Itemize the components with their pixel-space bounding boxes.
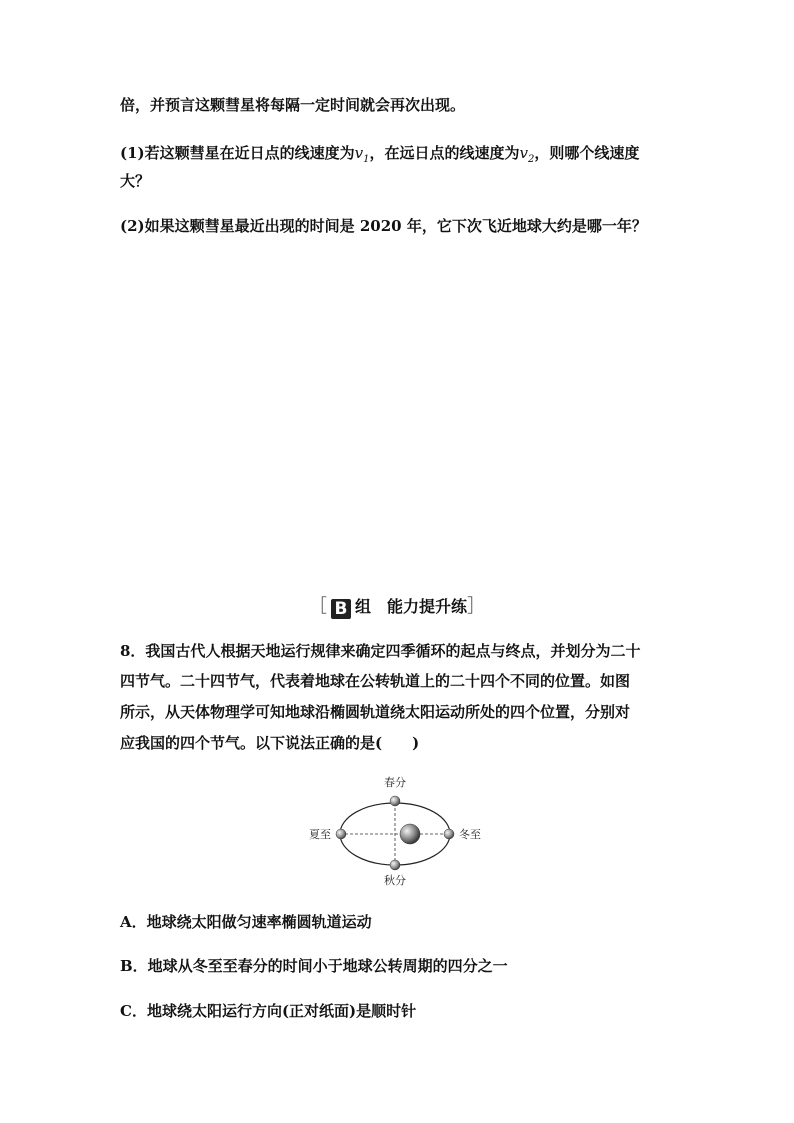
option-a: A．地球绕太阳做匀速率椭圆轨道运动 [120, 913, 372, 931]
problem-8-line-2: 四节气。二十四节气，代表着地球在公转轨道上的二十四个不同的位置。如图 [120, 672, 631, 690]
option-c: C．地球绕太阳运行方向(正对纸面)是顺时针 [120, 1002, 417, 1020]
question-1-part-3: ，则哪个线速度 [534, 144, 640, 162]
intro-line: 倍，并预言这颗彗星将每隔一定时间就会再次出现。 [120, 96, 466, 114]
label-autumn-equinox: 秋分 [384, 874, 406, 887]
section-close-bracket: ］ [467, 596, 485, 617]
option-b: B．地球从冬至至春分的时间小于地球公转周期的四分之一 [120, 957, 508, 975]
velocity-v1: $v_1$ [354, 144, 370, 165]
question-1-part-1: (1)若这颗彗星在近日点的线速度为 [120, 144, 355, 162]
problem-8-line-1: 8．我国古代人根据天地运行规律来确定四季循环的起点与终点，并划分为二十 [120, 642, 641, 660]
section-open-bracket: ［ [308, 596, 327, 617]
question-2: (2)如果这颗彗星最近出现的时间是 2020 年，它下次飞近地球大约是哪一年？ [120, 217, 647, 235]
label-summer-solstice: 夏至 [309, 828, 331, 841]
earth-autumn-equinox-icon [390, 860, 400, 870]
question-1-line-1 [120, 142, 639, 171]
problem-8-line-4: 应我国的四个节气。以下说法正确的是( ) [120, 734, 420, 752]
earth-spring-equinox-icon [390, 796, 400, 806]
sun-icon [400, 824, 420, 844]
label-spring-equinox: 春分 [384, 776, 406, 789]
section-title: 组 能力提升练 [354, 597, 467, 616]
earth-summer-solstice-icon [336, 829, 346, 839]
section-header-group-b [0, 592, 794, 619]
group-b-badge: B [331, 599, 351, 619]
question-1-part-2: ，在远日点的线速度为 [369, 144, 520, 162]
velocity-v2: $v_2$ [519, 144, 535, 165]
label-winter-solstice: 冬至 [459, 828, 481, 841]
orbit-diagram [300, 770, 500, 890]
question-1-line-2: 大？ [120, 172, 151, 190]
earth-winter-solstice-icon [444, 829, 454, 839]
problem-8-line-3: 所示，从天体物理学可知地球沿椭圆轨道绕太阳运动所处的四个位置，分别对 [120, 703, 631, 721]
